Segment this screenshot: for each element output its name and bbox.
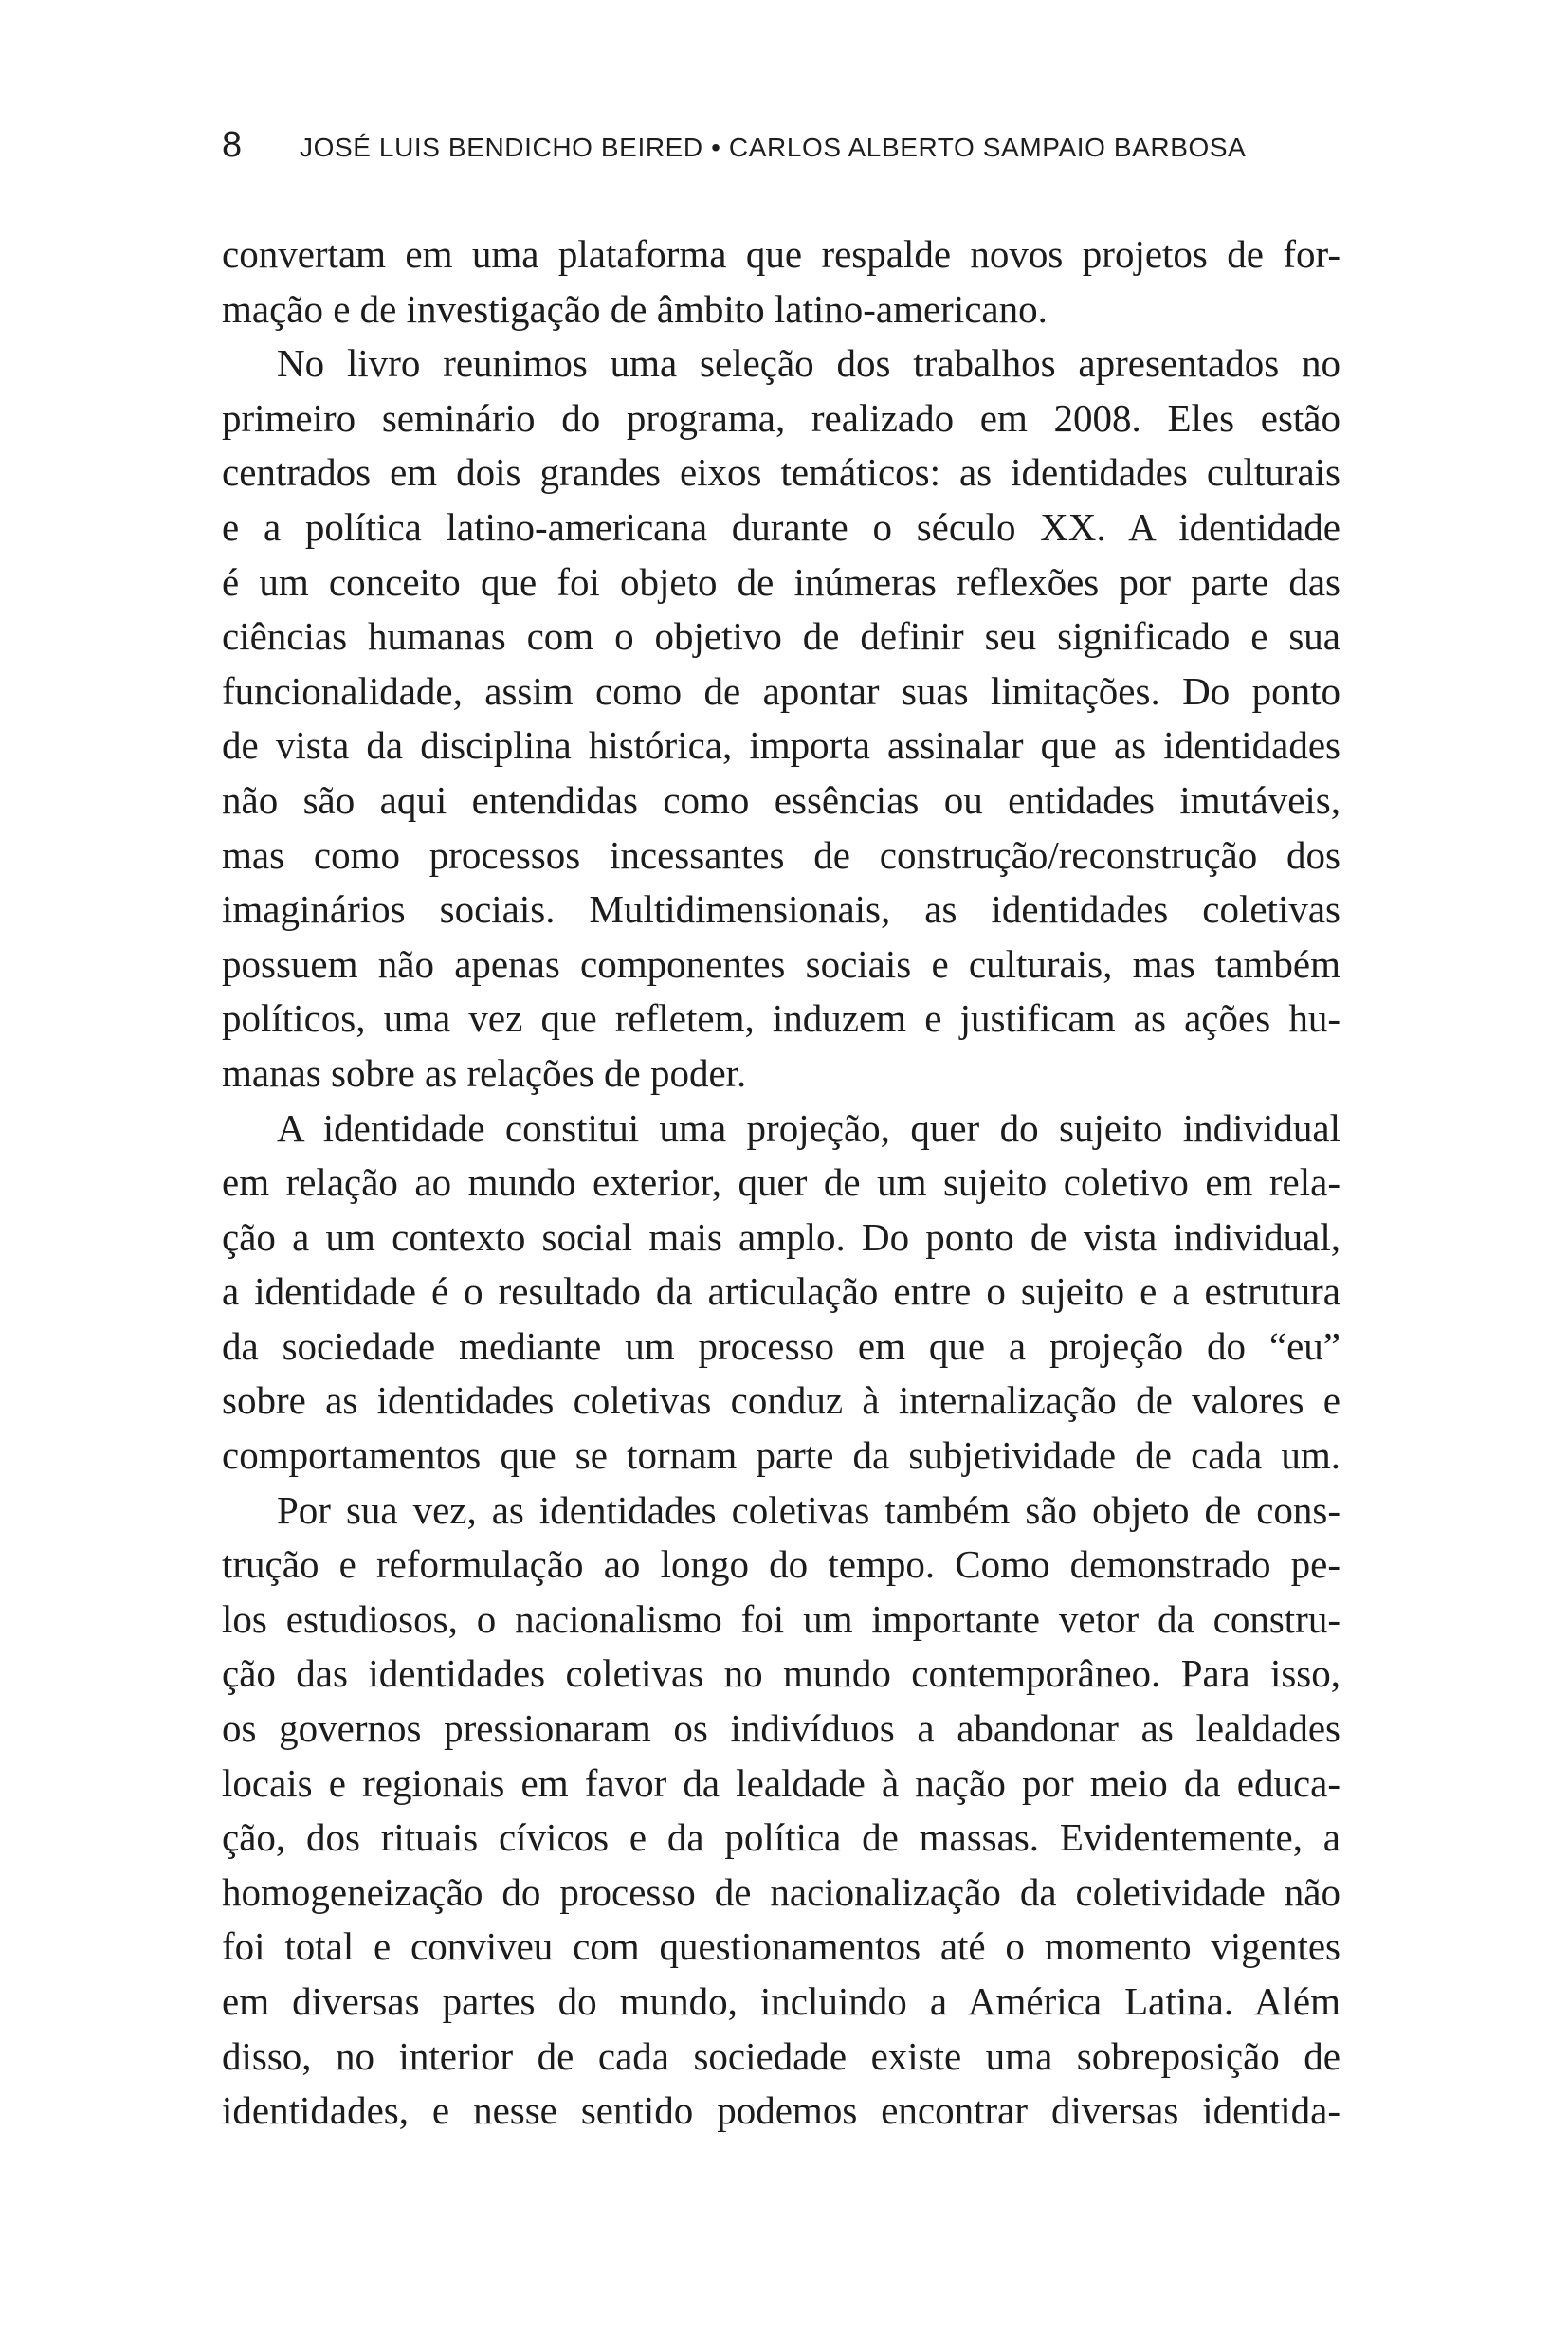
text-line: trução e reformulação ao longo do tempo. Como demonstrado pe- <box>222 1542 1340 1587</box>
text-line: os governos pressionaram os indivíduos a abandonar as lealdades <box>222 1706 1340 1751</box>
running-header <box>222 125 1340 173</box>
text-line: locais e regionais em favor da lealdade à nação por meio da educa- <box>222 1760 1340 1805</box>
text-line: No livro reunimos uma seleção dos trabalhos apresentados no <box>277 341 1340 386</box>
text-line: manas sobre as relações de poder. <box>222 1050 747 1095</box>
text-line: centrados em dois grandes eixos temáticos: as identidades culturais <box>222 450 1340 495</box>
text-line: possuem não apenas componentes sociais e culturais, mas também <box>222 941 1340 986</box>
text-line: a identidade é o resultado da articulação entre o sujeito e a estrutura <box>222 1269 1340 1314</box>
text-line: ção a um contexto social mais amplo. Do ponto de vista individual, <box>222 1214 1340 1259</box>
text-line: disso, no interior de cada sociedade existe uma sobreposição de <box>222 2033 1340 2078</box>
text-line: não são aqui entendidas como essências ou entidades imutáveis, <box>222 777 1340 822</box>
text-line: é um conceito que foi objeto de inúmeras reflexões por parte das <box>222 559 1340 604</box>
text-line: em relação ao mundo exterior, quer de um sujeito coletivo em rela- <box>222 1160 1340 1205</box>
text-line: convertam em uma plataforma que respalde novos projetos de for- <box>222 232 1340 276</box>
text-line: mação e de investigação de âmbito latino-americano. <box>222 286 1048 331</box>
page-number: 8 <box>222 125 243 165</box>
text-line: de vista da disciplina histórica, importa assinalar que as identidades <box>222 723 1340 768</box>
text-line: políticos, uma vez que refletem, induzem e justificam as ações hu- <box>222 996 1340 1041</box>
text-line: ciências humanas com o objetivo de definir seu significado e sua <box>222 614 1340 659</box>
text-line: em diversas partes do mundo, incluindo a América Latina. Além <box>222 1979 1340 2023</box>
text-line: imaginários sociais. Multidimensionais, as identidades coletivas <box>222 887 1340 932</box>
text-line: Por sua vez, as identidades coletivas também são objeto de cons- <box>277 1487 1340 1532</box>
text-line: homogeneização do processo de nacionalização da coletividade não <box>222 1869 1340 1914</box>
text-line: los estudiosos, o nacionalismo foi um importante vetor da constru- <box>222 1596 1340 1641</box>
text-line: funcionalidade, assim como de apontar suas limitações. Do ponto <box>222 668 1340 713</box>
body-text <box>222 228 1340 2139</box>
text-line: ção das identidades coletivas no mundo contemporâneo. Para isso, <box>222 1651 1340 1696</box>
text-line: foi total e conviveu com questionamentos até o momento vigentes <box>222 1924 1340 1969</box>
text-line: primeiro seminário do programa, realizado em 2008. Eles estão <box>222 395 1340 440</box>
text-line: ção, dos rituais cívicos e da política de massas. Evidentemente, a <box>222 1815 1340 1860</box>
text-line: e a política latino-americana durante o século XX. A identidade <box>222 504 1340 549</box>
text-line: sobre as identidades coletivas conduz à internalização de valores e <box>222 1378 1340 1423</box>
text-line: da sociedade mediante um processo em que a projeção do “eu” <box>222 1323 1340 1368</box>
header-authors: JOSÉ LUIS BENDICHO BEIRED • CARLOS ALBERTO SAMPAIO BARBOSA <box>300 133 1247 162</box>
text-line: identidades, e nesse sentido podemos encontrar diversas identida- <box>222 2088 1340 2133</box>
text-line: mas como processos incessantes de construção/reconstrução dos <box>222 832 1340 877</box>
text-line: comportamentos que se tornam parte da subjetividade de cada um. <box>222 1433 1340 1478</box>
text-line: A identidade constitui uma projeção, quer do sujeito individual <box>277 1105 1340 1150</box>
